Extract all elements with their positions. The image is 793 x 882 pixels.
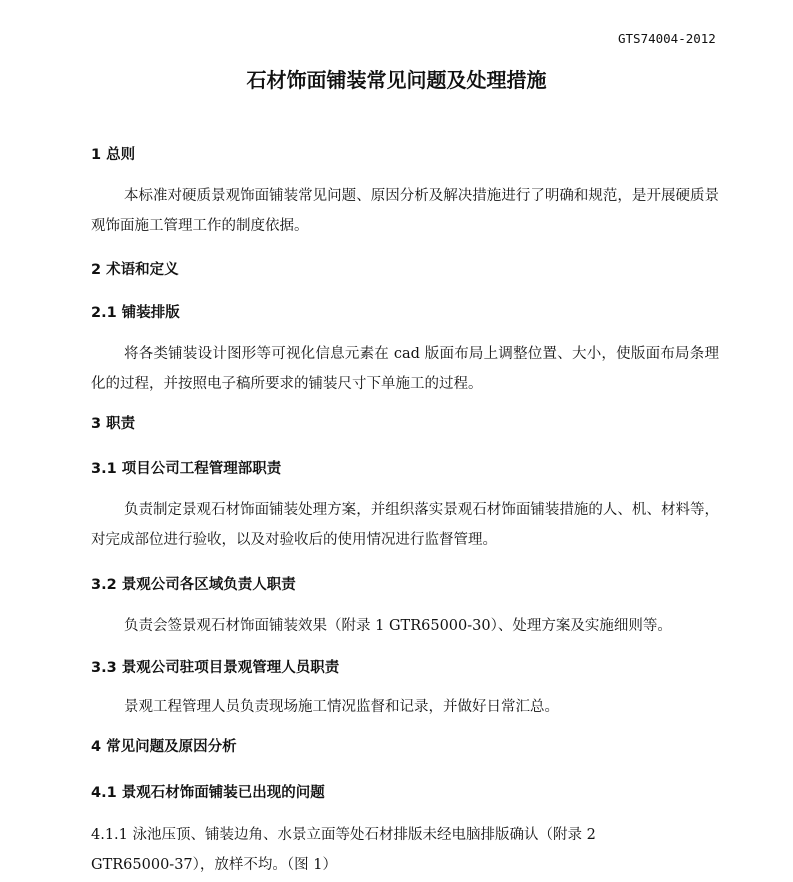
section-body-3-2: 负责会签景观石材饰面铺装效果（附录 1 GTR65000-30）、处理方案及实施细则等。 <box>124 618 672 634</box>
section-heading-3-2: 3.2 景观公司各区域负责人职责 <box>91 577 296 593</box>
section-heading-4: 4 常见问题及原因分析 <box>91 739 237 755</box>
section-heading-1: 1 总则 <box>91 147 136 163</box>
document-code: GTS74004-2012 <box>618 31 716 46</box>
clause-4-1-1-line-1: 4.1.1 泳池压顶、铺装边角、水景立面等处石材排版未经电脑排版确认（附录 2 <box>91 827 596 843</box>
section-heading-4-1: 4.1 景观石材饰面铺装已出现的问题 <box>91 785 325 801</box>
section-body-3-1: 负责制定景观石材饰面铺装处理方案，并组织落实景观石材饰面铺装措施的人、机、材料等，对完成部位进行验收，以及对验收后的使用情况进行监督管理。 <box>91 502 719 548</box>
clause-4-1-1-line-2: GTR65000-37），放样不均。（图 1） <box>91 857 337 873</box>
section-body-3-3: 景观工程管理人员负责现场施工情况监督和记录，并做好日常汇总。 <box>124 699 559 715</box>
section-heading-2: 2 术语和定义 <box>91 262 179 278</box>
section-heading-3-3: 3.3 景观公司驻项目景观管理人员职责 <box>91 660 340 676</box>
section-heading-2-1: 2.1 铺装排版 <box>91 305 180 321</box>
section-body-1: 本标准对硬质景观饰面铺装常见问题、原因分析及解决措施进行了明确和规范，是开展硬质景观饰面施工管理工作的制度依据。 <box>91 188 719 234</box>
page-title: 石材饰面铺装常见问题及处理措施 <box>246 68 547 92</box>
section-heading-3: 3 职责 <box>91 416 136 432</box>
section-body-2-1: 将各类铺装设计图形等可视化信息元素在 cad 版面布局上调整位置、大小，使版面布局条理化的过程，并按照电子稿所要求的铺装尺寸下单施工的过程。 <box>91 346 719 392</box>
section-heading-3-1: 3.1 项目公司工程管理部职责 <box>91 461 282 477</box>
